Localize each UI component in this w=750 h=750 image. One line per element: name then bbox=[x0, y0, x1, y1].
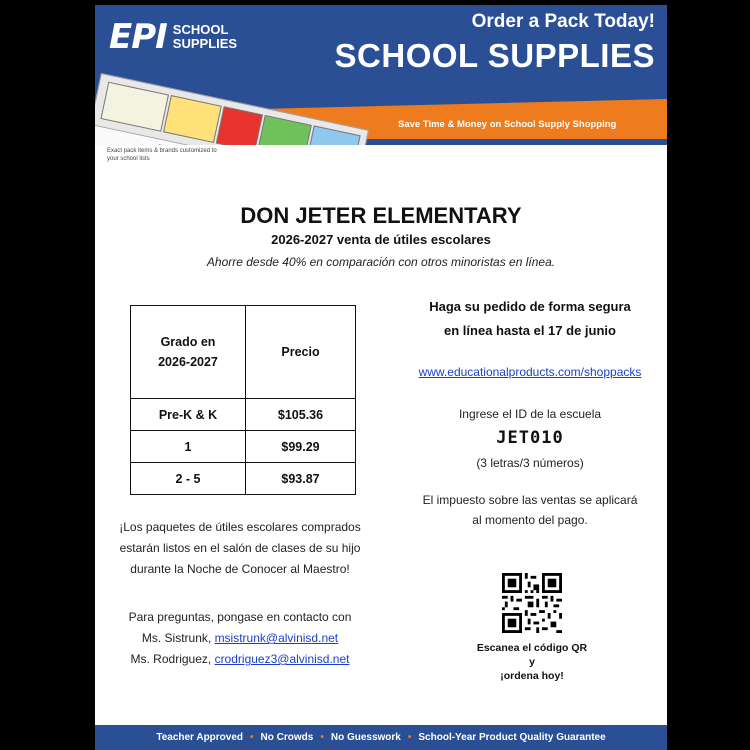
price-cell: $105.36 bbox=[246, 399, 356, 431]
qr-caption-line2: y bbox=[529, 656, 535, 668]
order-pack-text: Order a Pack Today! bbox=[471, 11, 655, 32]
tax-line2: al momento del pago. bbox=[472, 513, 588, 527]
sale-subtitle: 2026-2027 venta de útiles escolares bbox=[271, 232, 491, 247]
footer-item: No Crowds bbox=[260, 732, 314, 743]
exact-pack-note: Exact pack items & brands customized to your school lists bbox=[107, 148, 217, 162]
qr-caption-line3: ¡ordena hoy! bbox=[500, 670, 564, 682]
supply-markers bbox=[257, 115, 312, 145]
grade-cell: 1 bbox=[131, 431, 246, 463]
contact2-name: Ms. Rodriguez, bbox=[130, 652, 212, 666]
supply-crayons bbox=[216, 106, 263, 145]
ready-line3: durante la Noche de Conocer al Maestro! bbox=[130, 562, 350, 576]
price-cell: $93.87 bbox=[246, 463, 356, 495]
order-line1: Haga su pedido de forma segura bbox=[429, 299, 631, 314]
qr-caption-line1: Escanea el código QR bbox=[476, 642, 588, 654]
bullet-icon: • bbox=[407, 732, 412, 743]
contact1-email-link[interactable]: msistrunk@alvinisd.net bbox=[214, 631, 339, 645]
logo-line1: SCHOOL bbox=[172, 22, 229, 37]
grade-cell: Pre-K & K bbox=[131, 399, 246, 431]
contact-intro: Para preguntas, pongase en contacto con bbox=[128, 610, 352, 624]
table-row bbox=[131, 431, 356, 463]
shop-url-link[interactable]: www.educationalproducts.com/shoppacks bbox=[418, 365, 642, 379]
contact1-name: Ms. Sistrunk, bbox=[141, 631, 212, 645]
ready-line2: estarán listos en el salón de clases de su hijo bbox=[119, 541, 361, 555]
price-table-header bbox=[131, 306, 356, 399]
grade-cell: 2 - 5 bbox=[131, 463, 246, 495]
footer-item: Teacher Approved bbox=[156, 732, 244, 743]
grade-header-line2: 2026-2027 bbox=[158, 355, 218, 369]
price-table bbox=[130, 305, 356, 495]
school-name: DON JETER ELEMENTARY bbox=[240, 203, 522, 228]
school-supplies-title: SCHOOL SUPPLIES bbox=[334, 37, 655, 74]
tax-line1: El impuesto sobre las ventas se aplicará bbox=[422, 493, 638, 507]
tax-note bbox=[395, 490, 665, 530]
qr-caption bbox=[452, 641, 612, 683]
epi-logo bbox=[109, 17, 237, 57]
price-header: Precio bbox=[246, 306, 356, 399]
logo-school-supplies bbox=[173, 23, 237, 51]
qr-code-icon[interactable] bbox=[502, 573, 562, 633]
footer-banner bbox=[95, 725, 667, 750]
footer-item: No Guesswork bbox=[330, 732, 401, 743]
price-cell: $99.29 bbox=[246, 431, 356, 463]
supply-notebooks bbox=[100, 82, 169, 132]
supply-glue bbox=[306, 125, 361, 145]
bullet-icon: • bbox=[320, 732, 324, 743]
school-id: JET010 bbox=[496, 428, 564, 448]
savings-note: Ahorre desde 40% en comparación con otros minoristas en línea. bbox=[206, 255, 556, 269]
order-line2: en línea hasta el 17 de junio bbox=[444, 323, 616, 338]
packs-ready-note bbox=[105, 517, 375, 580]
school-id-format: (3 letras/3 números) bbox=[476, 456, 584, 470]
logo-line2: SUPPLIES bbox=[172, 36, 238, 51]
footer-item: School-Year Product Quality Guarantee bbox=[418, 732, 606, 743]
grade-header-line1: Grado en bbox=[160, 335, 216, 349]
flyer-page bbox=[95, 5, 667, 750]
save-time-text: Save Time & Money on School Supply Shopping bbox=[398, 119, 617, 130]
school-id-label: Ingrese el ID de la escuela bbox=[458, 407, 602, 421]
supply-folders bbox=[163, 95, 222, 143]
contact-info bbox=[105, 607, 375, 670]
logo-epi-text: EPI bbox=[109, 17, 167, 57]
grade-header bbox=[131, 306, 246, 399]
order-online-note bbox=[405, 295, 655, 343]
ready-line1: ¡Los paquetes de útiles escolares comprados bbox=[119, 520, 361, 534]
header-banner bbox=[95, 5, 667, 145]
table-row bbox=[131, 463, 356, 495]
table-row bbox=[131, 399, 356, 431]
contact2-email-link[interactable]: crodriguez3@alvinisd.net bbox=[214, 652, 350, 666]
bullet-icon: • bbox=[250, 732, 254, 743]
